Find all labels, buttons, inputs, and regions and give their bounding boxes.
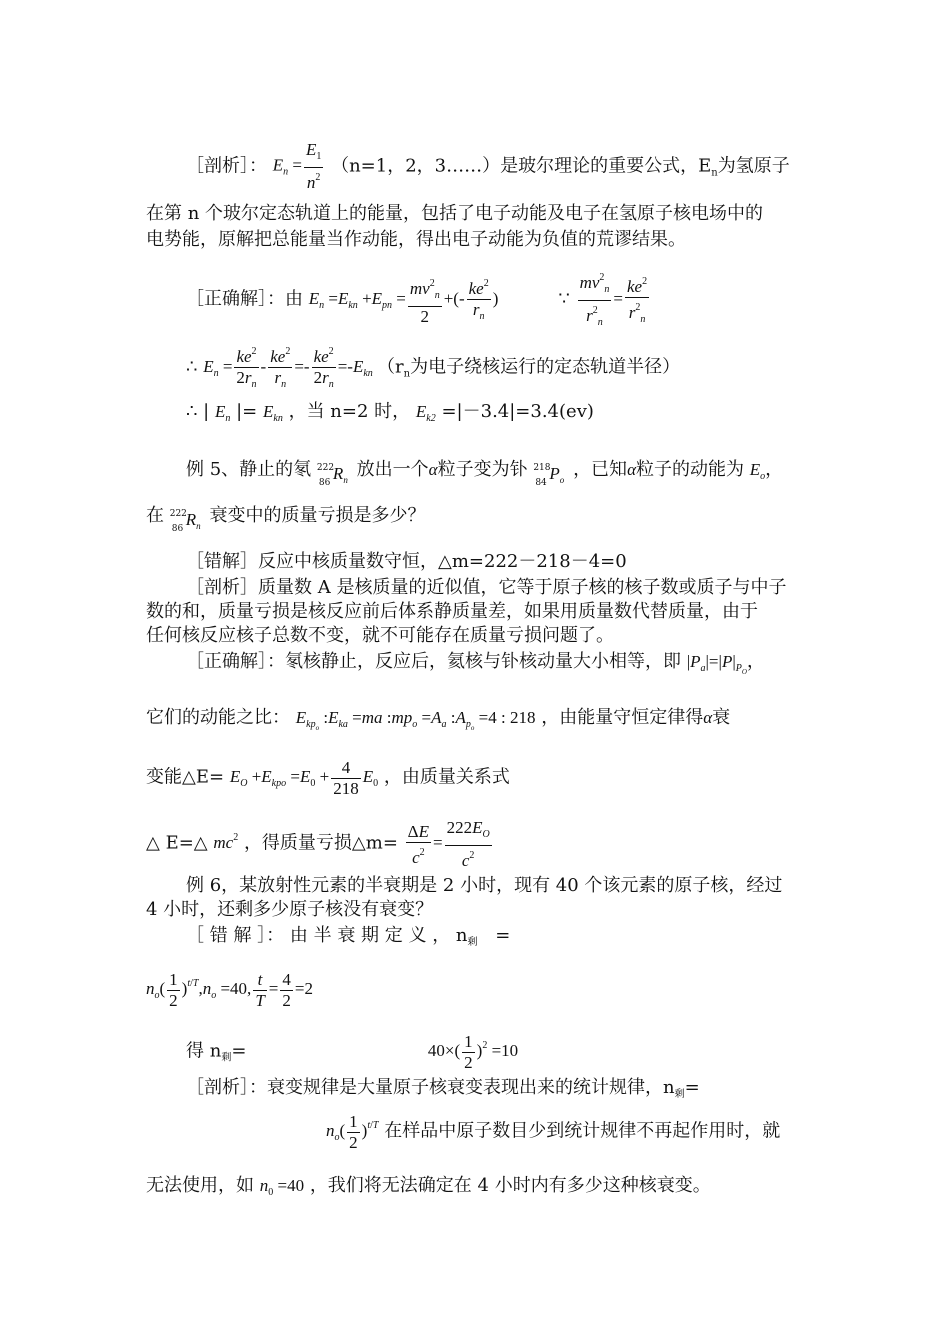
correct-tag: ［正确解］：由 [186, 288, 303, 310]
ex6-decay-law: $n_o$( $\frac{1}{2}$ )$^{t/T}$ [326, 1112, 379, 1152]
example5-analysis-1: ［剖析］质量数 A 是核质量的近似值，它等于原子核的核子数或质子与中子 [186, 577, 787, 598]
example5-line1 [186, 456, 783, 489]
ex6-result-a: 得 n [186, 1040, 222, 1062]
analysis-text: （n=1，2，3……）是玻尔理论的重要公式，E [331, 155, 712, 177]
alpha-symbol: α [428, 460, 438, 479]
example6-analysis-3 [146, 1174, 711, 1205]
radon-nucleus-2: 222 86 $R_n$ [169, 509, 201, 534]
analysis-tag: ［剖析］： [186, 155, 267, 177]
ex5-intro-b: 放出一个 [356, 459, 429, 480]
abs-open: ∴ | [186, 401, 210, 422]
ex5-line2-a: 在 [146, 505, 164, 526]
energy-formula: $E_n$ = $\frac{E_1}{n^2}$ [272, 140, 322, 192]
radius-note-sub: n [403, 368, 411, 380]
alpha-symbol-2: α [627, 460, 636, 479]
example6-result [186, 1032, 518, 1073]
formula-lhs-sub: n [283, 166, 289, 178]
when-n2: ，当 n=2 时， [288, 401, 411, 422]
ex5-correct-4-b: ，得质量亏损△m= [243, 832, 398, 854]
therefore-symbol: ∴ [186, 356, 198, 378]
ex6-result-b: = [231, 1040, 247, 1062]
ex5-intro-e: 粒子的动能为 [636, 459, 744, 480]
ex6-analysis-sub: 剩 [674, 1089, 685, 1100]
polonium-nucleus: 218 84 $P_o$ [533, 463, 565, 488]
formula-den: n [306, 173, 316, 192]
ex5-correct-3-b: ，由质量关系式 [383, 766, 510, 788]
example6-wrong [186, 924, 510, 955]
ex6-analysis-2-text: 在样品中原子数目少到统计规律不再起作用时，就 [384, 1120, 781, 1142]
correct-solution-line2 [186, 342, 680, 395]
ex5-intro-a: 例 5、静止的氡 [186, 459, 312, 480]
ex5-correct-2-c: 衰 [712, 707, 731, 728]
ex5-intro-d: ，已知 [573, 459, 628, 480]
ex5-correct-3-a: 变能△E= [146, 766, 225, 788]
ex6-analysis-b: = [684, 1077, 700, 1098]
correct-solution-line1 [186, 268, 651, 333]
radon-nucleus: 222 86 $R_n$ [316, 463, 348, 488]
example5-wrong: ［错解］反应中核质量数守恒，△m=222－218－4=0 [186, 551, 627, 572]
example5-analysis-2: 数的和，质量亏损是核反应前后体系静质量差，如果用质量数代替质量，由于 [146, 601, 758, 622]
because-symbol: ∵ [558, 288, 570, 310]
ex5-correct-2-b: ，由能量守恒定律得 [541, 707, 704, 728]
ex6-analysis-3-a: 无法使用，如 [146, 1175, 254, 1196]
mass-defect-formula: $\frac{\Delta E}{c^2}$ = $\frac{222E_O}{c^2}$ [407, 818, 490, 870]
example5-correct-1: ［正确解］：氡核静止，反应后，氦核与钋核动量大小相等，即 $|P_a|=|P|_{P_O}$， [186, 651, 765, 676]
example5-analysis-3: 任何核反应核子总数不变，就不可能存在质量亏损问题了。 [146, 625, 614, 646]
energy-sum-formula: $E_n =E_{kn} +E_{pn}$ = $\frac{mv^2_n}{2}$ +(- $\frac{ke^2}{r_n}$ ) [309, 289, 503, 308]
eo-symbol: E [749, 460, 761, 479]
ex5-line2-b: 衰变中的质量亏损是多少？ [209, 505, 426, 526]
ex6-wrong-eq: = [495, 925, 511, 946]
alpha-symbol-3: α [703, 708, 713, 727]
halflife-expression: $n_o$( $\frac{1}{2}$ )$^{t/T},n_o =40$, $\frac{t}{T}$ = $\frac{4}{2}$ =2 [146, 970, 313, 1010]
momentum-equality: $|P_a|=|P|_{P_O}$ [686, 652, 747, 676]
decay-energy-formula: $E_O +E_{kpo} =E_0$ + $\frac{4}{218}$ $E_0$ [229, 758, 379, 798]
example6-line2: 4 小时，还剩多少原子核没有衰变？ [146, 899, 434, 920]
abs-equals: |= [236, 401, 258, 422]
correct-solution-line3: ∴ | $E_n$ |= $E_{kn}$ ，当 n=2 时， $E_{k2} =|-3.4|=3.4(ev)$ [186, 401, 594, 424]
example5-correct-3 [146, 758, 510, 799]
formula-num-sub: 1 [316, 151, 322, 162]
ex5-correct-1-text: ［正确解］：氡核静止，反应后，氦核与钋核动量大小相等，即 [186, 651, 681, 672]
radius-note-2: 为电子绕核运行的定态轨道半径） [410, 356, 681, 378]
example6-line1: 例 6，某放射性元素的半衰期是 2 小时，现有 40 个该元素的原子核，经过 [186, 875, 783, 896]
kinetic-ratio: $E_{kp_o}$ $:E_{ka} =ma$ $:mp_o =A_a$ $:A_{p_o} =4$ : 218 [295, 708, 536, 732]
analysis-paragraph-1-line2: 在第 n 个玻尔定态轨道上的能量，包括了电子动能及电子在氢原子核电场中的 [146, 203, 764, 224]
ex6-wrong-tag: ［ 错 解 ］： 由 半 衰 期 定 义 ， n [186, 925, 468, 946]
radius-note: （r [377, 356, 404, 378]
ex5-correct-2-a: 它们的动能之比： [146, 707, 290, 728]
ex6-result-sub: 剩 [221, 1052, 232, 1064]
example6-halflife-formula [146, 970, 313, 1011]
example6-analysis-1 [186, 1076, 700, 1107]
ex6-analysis-a: ［剖析］：衰变规律是大量原子核衰变表现出来的统计规律，n [186, 1077, 675, 1098]
ex6-analysis-3-b: ，我们将无法确定在 4 小时内有多少这种核衰变。 [309, 1175, 711, 1196]
n0-equals-40: $n_0 =40$ [259, 1176, 305, 1198]
example6-analysis-2 [326, 1112, 780, 1153]
ex5-correct-4-a: △ E=△ [146, 832, 208, 854]
formula-lhs: E [272, 155, 284, 175]
ex6-result-expression: 40×( $\frac{1}{2}$ )$^2$ =10 [427, 1032, 519, 1072]
energy-result-formula: $E_n$ = $\frac{ke^2}{2r_n}$ - $\frac{ke^2}{r_n}$ =- $\frac{ke^2}{2r_n}$ $=-E_{kn}$ [203, 357, 377, 376]
formula-fraction [304, 140, 323, 193]
ex6-wrong-sub: 剩 [467, 937, 478, 948]
analysis-paragraph-1-line3: 电势能，原解把总能量当作动能，得出电子动能为负值的荒谬结果。 [146, 229, 686, 250]
eo-sub: o [760, 471, 766, 482]
analysis-paragraph-1-line1 [186, 140, 790, 193]
analysis-text-2: 为氢原子 [717, 155, 790, 177]
formula-num: E [305, 140, 317, 159]
formula-den-sup: 2 [315, 172, 321, 183]
ex5-intro-c: 粒子变为钋 [437, 459, 528, 480]
example5-line2 [146, 502, 426, 534]
analysis-text-sub: n [711, 167, 718, 179]
ex5-intro-f: ， [765, 459, 784, 480]
example5-correct-2 [146, 706, 730, 740]
mc2-term: $mc^2$ [213, 832, 239, 853]
centripetal-formula: $\frac{mv^2_n}{r^2_n}$ = $\frac{ke^2}{r^2_n}$ [576, 289, 652, 308]
example5-correct-4 [146, 818, 494, 871]
ek2-value: =|－3.4|=3.4(ev) [441, 401, 594, 422]
